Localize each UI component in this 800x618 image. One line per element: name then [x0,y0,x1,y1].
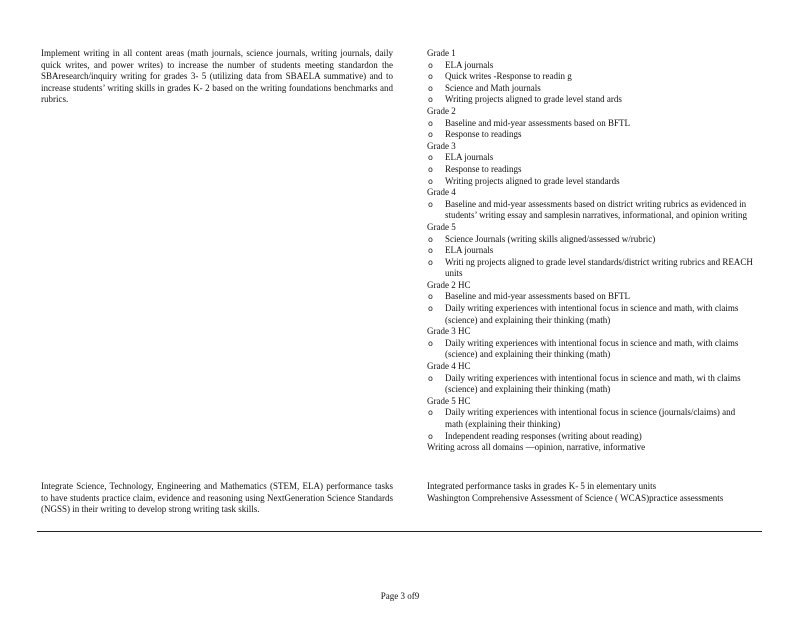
list-item [408,493,753,505]
sub-list-item [408,152,753,164]
list-item-label: Grade 2 HC [427,279,471,290]
sub-list-item-label: Baseline and mid-year assessments based on BFTL [445,117,630,128]
circle-bullet-icon: o [428,234,433,244]
circle-bullet-icon: o [428,118,433,128]
sub-list-item [408,71,753,83]
strategy-stem-text: Integrate Science, Technology, Engineering and Mathematics (STEM, ELA) performance tasks to have students practice claim, evidence and reasoning using NextGeneration Science Standards (NGSS) in their writing to develop strong writing task skills. [41,481,393,515]
list-item-label: Grade 3 HC [427,326,471,337]
sub-list-item [408,431,753,443]
sub-list-item-label: ELA journals [445,152,494,163]
sub-list-item [408,303,753,326]
list-item-label: Grade 5 HC [427,395,471,406]
sub-list-item-label: Daily writing experiences with intentional focus in science and math, wi th claims (science) and explaining their thinking (math) [445,372,741,395]
page-number: Page 3 of9 [380,591,420,601]
list-item [408,280,753,292]
circle-bullet-icon: o [428,60,433,70]
list-item-label: Washington Comprehensive Assessment of Science ( WCAS)practice assessments [427,492,724,503]
circle-bullet-icon: o [428,257,433,267]
list-item [408,141,753,153]
circle-bullet-icon: o [428,373,433,383]
circle-bullet-icon: o [428,153,433,163]
sub-list-item-label: Daily writing experiences with intentional focus in science and math, with claims (science) and explaining their thinking (math) [445,337,739,360]
list-item [408,361,753,373]
sub-list-item-label: Quick writes -Response to readin g [445,71,572,82]
circle-bullet-icon: o [428,72,433,82]
sub-list-item-label: Science Journals (writing skills aligned/assessed w/rubric) [445,233,656,244]
circle-bullet-icon: o [428,130,433,140]
sub-list-item-label: Daily writing experiences with intentional focus in science (journals/claims) and math (explaining their thinking) [445,407,736,429]
circle-bullet-icon: o [428,246,433,256]
sub-list-item-label: Writi ng projects aligned to grade level standards/district writing rubrics and REACH units [445,256,753,279]
list-item [408,481,753,493]
circle-bullet-icon: o [428,176,433,186]
sub-list-item-label: Baseline and mid-year assessments based on BFTL [445,291,630,302]
list-item-label: Grade 1 [427,48,456,58]
circle-bullet-icon: o [428,199,433,209]
sub-list-item [408,257,753,280]
action-list-writing [408,48,753,454]
sub-list-item-label: ELA journals [445,59,494,70]
list-item [408,442,753,454]
circle-bullet-icon: o [428,95,433,105]
list-item-label: Integrated performance tasks in grades K- 5 in elementary units [427,481,657,491]
sub-list-item-label: Baseline and mid-year assessments based on district writing rubrics as evidenced in students’ writing essay and samplesin narratives, informational, and opinion writing [445,198,748,221]
sub-list-item-label: Science and Math journals [445,82,541,93]
sub-list-item-label: Daily writing experiences with intentional focus in science and math, with claims (science) and explaining their thinking (math) [445,303,739,325]
sub-list-item [408,338,753,361]
circle-bullet-icon: o [428,338,433,348]
sub-list-item [408,94,753,106]
list-item-label: Writing across all domains —opinion, narrative, informative [427,442,646,453]
sub-list-item-label: ELA journals [445,245,494,256]
list-item [408,222,753,234]
sub-list-item [408,373,753,396]
list-item [408,326,753,338]
circle-bullet-icon: o [428,431,433,441]
sub-list-item [408,407,753,430]
list-item [408,396,753,408]
sub-list-item [408,83,753,95]
sub-list-item [408,176,753,188]
list-item [408,48,753,60]
circle-bullet-icon: o [428,83,433,93]
sub-list-item [408,199,753,222]
list-item-label: Grade 3 [427,140,456,151]
circle-bullet-icon: o [428,164,433,174]
table-bottom-rule [37,531,762,532]
list-item-label: Grade 4 HC [427,361,471,372]
sub-list-item [408,234,753,246]
list-item-label: Grade 2 [427,105,456,116]
sub-list-item [408,245,753,257]
sub-list-item [408,164,753,176]
sub-list-item [408,129,753,141]
list-item [408,106,753,118]
circle-bullet-icon: o [428,292,433,302]
sub-list-item-label: Writing projects aligned to grade level standards [445,175,620,186]
sub-list-item-label: Writing projects aligned to grade level stand ards [445,94,622,105]
list-item [408,187,753,199]
sub-list-item-label: Response to readings [445,129,522,140]
sub-list-item-label: Response to readings [445,163,522,174]
list-item-label: Grade 4 [427,187,456,198]
sub-list-item-label: Independent reading responses (writing about reading) [445,430,642,441]
action-list-stem [408,481,753,504]
strategy-writing-text: Implement writing in all content areas (math journals, science journals, writing journals, daily quick writes, and power writes) to increase the number of students meeting standardon the SBAresearch/inquiry writing for grades 3- 5 (utilizing data from SBAELA summative) and to increase students’ writing skills in grades K- 2 based on the writing foundations benchmarks and rubrics. [41,48,393,105]
circle-bullet-icon: o [428,408,433,418]
list-item-label: Grade 5 [427,221,456,232]
sub-list-item [408,118,753,130]
sub-list-item [408,291,753,303]
sub-list-item [408,60,753,72]
circle-bullet-icon: o [428,304,433,314]
